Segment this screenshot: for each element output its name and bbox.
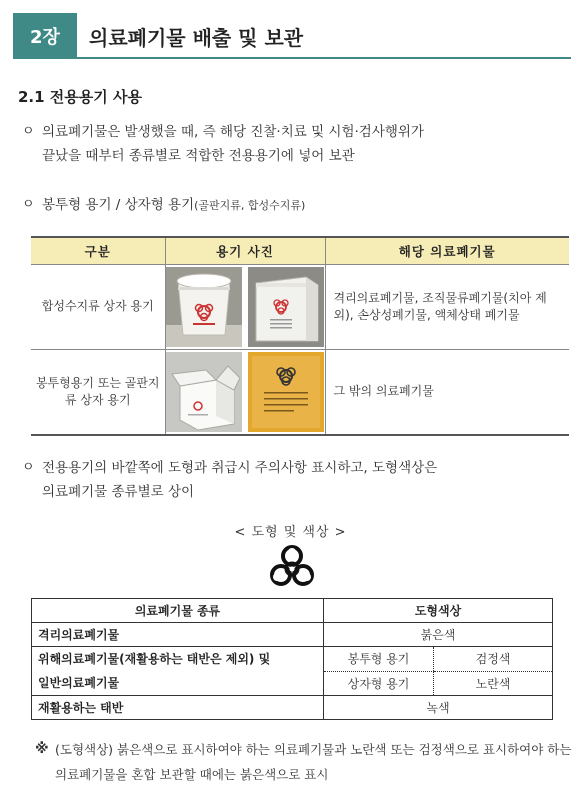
bullet-text-small: (골판지류, 합성수지류)	[194, 199, 306, 212]
section-heading: 2.1 전용용기 사용	[18, 88, 142, 106]
footnote	[35, 737, 575, 787]
container-table	[31, 236, 569, 436]
bullet-text-line: 의료폐기물은 발생했을 때, 즉 해당 진찰·치료 및 시험·검사행위가	[42, 124, 424, 140]
column-header: 용기 사진	[165, 237, 325, 264]
table-row	[31, 349, 569, 435]
chapter-header	[13, 13, 571, 59]
yellow-bag-photo	[248, 352, 324, 432]
bullet-dedicated-container	[22, 120, 424, 168]
container-type-cell: 상자형 용기	[324, 671, 434, 696]
table-row	[32, 696, 553, 720]
footnote-mark: ※	[35, 741, 49, 757]
bullet-mark: ㅇ	[22, 197, 35, 212]
column-header: 도형색상	[324, 599, 553, 623]
symbol-caption: < 도형 및 색상 >	[234, 525, 347, 540]
waste-type-line: 일반의료폐기물	[38, 676, 120, 690]
waste-cell: 격리의료폐기물, 조직물류폐기물(치아 제외), 손상성폐기물, 액체상태 폐기물	[325, 264, 569, 349]
column-header: 구분	[31, 237, 165, 264]
waste-type-cell: 재활용하는 태반	[38, 701, 124, 715]
white-bucket-photo	[166, 267, 242, 347]
table-row	[32, 647, 553, 672]
chapter-title: 의료폐기물 배출 및 보관	[89, 25, 304, 50]
bullet-mark: ㅇ	[22, 460, 35, 475]
photo-cell	[165, 349, 325, 435]
symbol-color-cell: 붉은색	[324, 623, 553, 647]
table-row	[32, 623, 553, 647]
bullet-text-line: 끝났을 때부터 종류별로 적합한 전용용기에 넣어 보관	[42, 148, 355, 164]
photo-cell	[165, 264, 325, 349]
waste-type-cell	[32, 647, 324, 696]
symbol-color-cell: 노란색	[434, 671, 553, 696]
category-cell: 봉투형용기 또는 골판지류 상자 용기	[31, 349, 165, 435]
waste-type-cell: 격리의료폐기물	[32, 623, 324, 647]
waste-type-line: 위해의료폐기물(재활용하는 태반은 제외) 및	[38, 652, 271, 666]
bullet-marking	[22, 456, 437, 504]
waste-cell: 그 밖의 의료폐기물	[325, 349, 569, 435]
bullet-text-line: 전용용기의 바깥쪽에 도형과 취급시 주의사항 표시하고, 도형색상은	[42, 460, 438, 476]
bullet-text: 봉투형 용기 / 상자형 용기	[42, 197, 195, 213]
column-header: 해당 의료폐기물	[325, 237, 569, 264]
chapter-divider	[77, 57, 571, 59]
white-box-photo	[248, 267, 324, 347]
table-row	[31, 264, 569, 349]
bullet-container-types	[22, 193, 305, 218]
bullet-text-line: 의료폐기물 종류별로 상이	[42, 484, 195, 500]
footnote-text: (도형색상) 붉은색으로 표시하여야 하는 의료폐기물과 노란색 또는 검정색으로 표시하여야 하는 의료폐기물을 혼합 보관할 때에는 붉은색으로 표시	[55, 742, 572, 782]
bullet-mark: ㅇ	[22, 124, 35, 139]
symbol-color-cell: 녹색	[324, 696, 553, 720]
symbol-color-cell: 검정색	[434, 647, 553, 672]
container-type-cell: 봉투형 용기	[324, 647, 434, 672]
biohazard-icon	[268, 543, 316, 589]
column-header: 의료폐기물 종류	[32, 599, 324, 623]
category-cell: 합성수지류 상자 용기	[31, 264, 165, 349]
symbol-color-table	[31, 598, 553, 720]
cardboard-box-photo	[166, 352, 242, 432]
chapter-number: 2장	[13, 13, 77, 59]
